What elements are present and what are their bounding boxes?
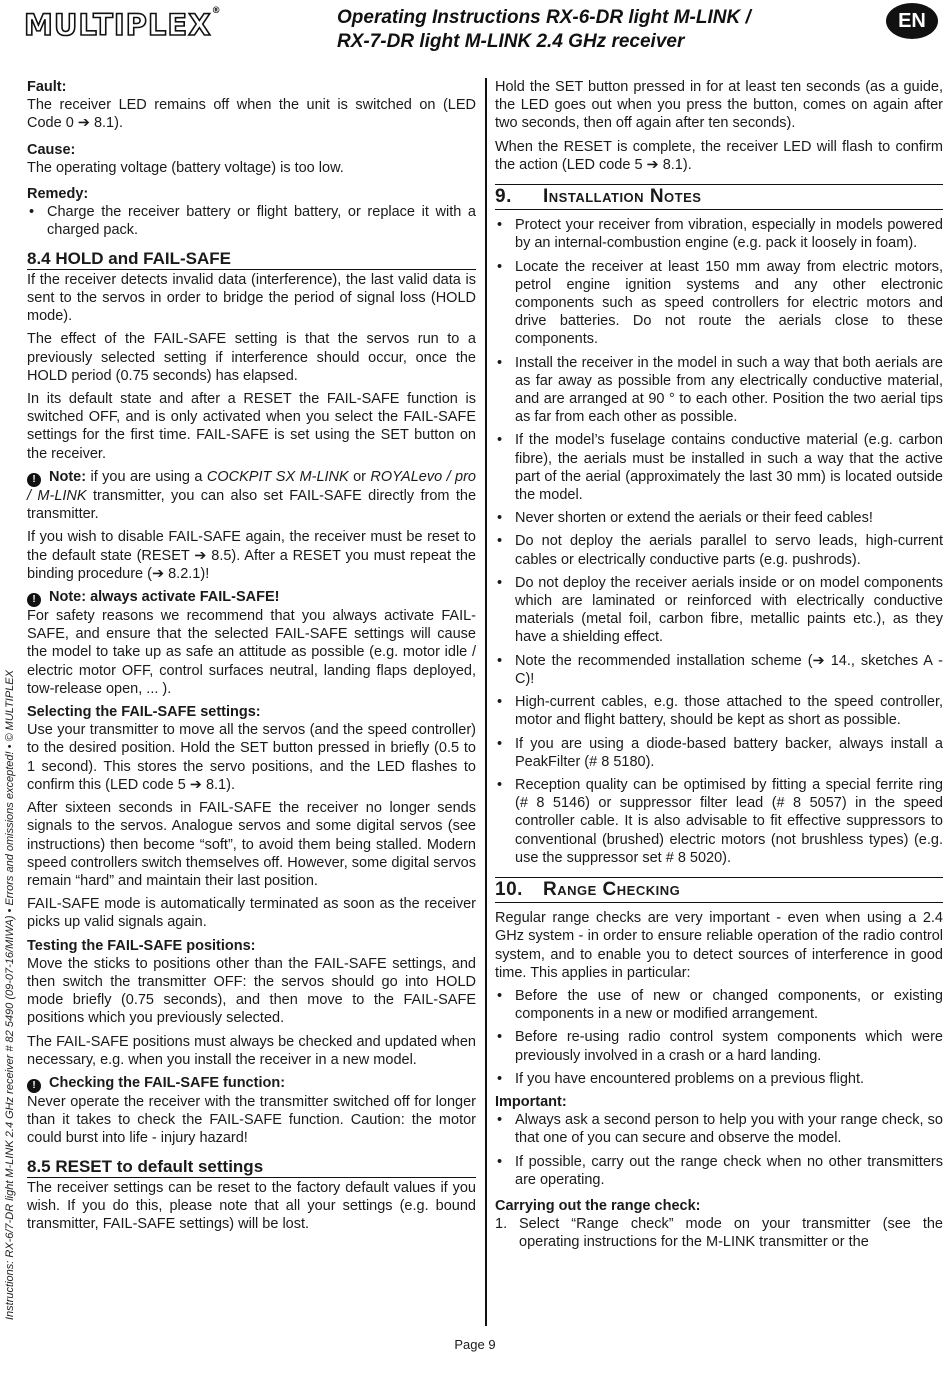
note-heading: ! Note: always activate FAIL-SAFE! [27,588,476,607]
list-item: • Always ask a second person to help you with your range check, so that one of you can secure and observe the model. [495,1111,943,1147]
list-item: • Charge the receiver battery or flight battery, or replace it with a charged pack. [27,203,476,239]
paragraph: If you wish to disable FAIL-SAFE again, the receiver must be reset to the default state (RESET ➔ 8.5). After a RESET you must repeat the binding procedure (➔ 8.2.1)! [27,529,476,582]
steps-list [495,1215,943,1251]
language-badge: EN [886,3,938,39]
paragraph: FAIL-SAFE mode is automatically terminated as soon as the receiver picks up valid signals again. [27,896,476,931]
list-item: • Do not deploy the receiver aerials inside or on model components which are laminated or reinforced with electrically conductive materials (metal foil, carbon fibre, metallic paints etc.), as they have a shielding effect. [495,574,943,647]
fault-label: Fault: [27,79,67,95]
paragraph: Never operate the receiver with the transmitter switched off for longer than it takes to check the FAIL-SAFE function. Caution: the motor could burst into life - injury hazard! [27,1094,476,1147]
document-title [337,6,807,54]
subheading: Testing the FAIL-SAFE positions: [27,937,256,954]
paragraph: For safety reasons we recommend that you always activate FAIL-SAFE, and ensure that the selected FAIL-SAFE settings will cause the model to take up as safe an attitude as possible (e.g. motor idle / electric motor OFF, control surfaces neutral, landing flaps deployed, tow-release open, ... ). [27,608,476,697]
page-number: Page 9 [454,1337,496,1352]
list-item: • Before re-using radio control system components which were previously involved in a crash or a hard landing. [495,1028,943,1064]
list-item: • If you have encountered problems on a previous flight. [495,1070,943,1088]
list-item: • High-current cables, e.g. those attached to the speed controller, motor and flight battery, should be kept as short as possible. [495,693,943,729]
cause-text: The operating voltage (battery voltage) is too low. [27,159,344,176]
warning-icon: ! [27,473,41,487]
paragraph: If the receiver detects invalid data (interference), the last valid data is sent to the servos in order to bridge the period of signal loss (HOLD mode). [27,271,476,325]
list-item: • Reception quality can be optimised by fitting a special ferrite ring (# 8 5146) or suppressor filter lead (# 8 5057) in the speed controller cable. It is also advisable to fit effective suppressors to conventional (brushed) electric motors (not brushless types) (e.g. use the suppressor set # 8 5020). [495,776,943,867]
sidebar-imprint: Instructions: RX-6/7-DR light M-LINK 2.4 GHz receiver # 82 5490 (09-07-16/MIWA) • Errors and omissions excepted! • © MULTIPLEX [4,670,16,1320]
cause-label: Cause: [27,141,76,158]
paragraph: The receiver settings can be reset to the factory default values if you wish. If you do this, please note that all your settings (e.g. bound transmitter, FAIL-SAFE settings) will be lost. [27,1179,476,1233]
range-list [495,987,943,1088]
list-item: • Never shorten or extend the aerials or their feed cables! [495,509,943,527]
subheading: Selecting the FAIL-SAFE settings: [27,704,261,721]
list-item: • Before the use of new or changed components, or existing components in a new or modified arrangement. [495,987,943,1023]
warning-icon: ! [27,593,41,607]
multiplex-logo: MULTIPLEX® [24,6,222,42]
important-label: Important: [495,1093,567,1110]
paragraph: Use your transmitter to move all the servos (and the speed controller) to the desired position. Hold the SET button pressed in briefly (0.5 to 1 second). This stores the servo positions, and the LED flashes to confirm this (LED code 5 ➔ 8.1). [27,722,476,793]
list-item: • Protect your receiver from vibration, especially in models powered by an internal-combustion engine (e.g. pack it loosely in foam). [495,216,943,252]
list-item: • If the model’s fuselage contains conductive material (e.g. carbon fibre), the aerials must be installed in such a way that the active part of the aerial (approximately the last 30 mm) is located outside the model. [495,431,943,504]
paragraph: In its default state and after a RESET the FAIL-SAFE function is switched OFF, and is only activated when you select the FAIL-SAFE settings for the first time. FAIL-SAFE is set using the SET button on the receiver. [27,391,476,462]
list-item: • If you are using a diode-based battery backer, always install a PeakFilter (# 8 5180). [495,735,943,771]
remedy-list [27,203,476,239]
fault-text: The receiver LED remains off when the unit is switched on (LED Code 0 ➔ 8.1). [27,97,476,132]
list-item: • Note the recommended installation scheme (➔ 14., sketches A - C)! [495,652,943,688]
note-heading: ! Checking the FAIL-SAFE function: [27,1074,476,1093]
left-column [27,78,476,1238]
right-column [495,78,943,1252]
important-list [495,1111,943,1189]
paragraph: The FAIL-SAFE positions must always be checked and updated when necessary, e.g. when you install the receiver in a new model. [27,1033,476,1068]
title-line-1: Operating Instructions RX-6-DR light M-LINK / [337,7,751,28]
list-item: • Locate the receiver at least 150 mm away from electric motors, petrol engine ignition systems and any other electronic components such as speed controllers for electric motors and drive batteries. Do not route the aerials close to these components. [495,258,943,349]
title-line-2: RX-7-DR light M-LINK 2.4 GHz receiver [337,31,685,52]
section-10-heading: 10. Range Checking [495,877,943,903]
paragraph: The effect of the FAIL-SAFE setting is that the servos run to a previously selected setting if interference should occur, once the HOLD period (0.75 seconds) has elapsed. [27,331,476,384]
paragraph: After sixteen seconds in FAIL-SAFE the receiver no longer sends signals to the servos. Analogue servos and some digital servos (see instructions) then become “soft”, to avoid them being stalled. Modern speed controllers switch themselves off. However, some digital servos remain “hard” and maintain their last position. [27,800,476,889]
subheading: Carrying out the range check: [495,1197,701,1214]
note-paragraph: ! Note: if you are using a COCKPIT SX M-LINK or ROYALevo / pro / M-LINK transmitter, you can also set FAIL-SAFE directly from the transmitter. [27,468,477,523]
paragraph: When the RESET is complete, the receiver LED will flash to confirm the action (LED code 5 ➔ 8.1). [495,138,943,173]
list-item: • If possible, carry out the range check when no other transmitters are operating. [495,1153,943,1189]
paragraph: Regular range checks are very important - even when using a 2.4 GHz system - in order to ensure reliable operation of the radio control system, and to enable you to detect sources of interference in good time. This applies in particular: [495,910,943,981]
section-8-4-heading: 8.4 HOLD and FAIL-SAFE [27,250,476,270]
section-8-5-heading: 8.5 RESET to default settings [27,1158,476,1178]
paragraph: Move the sticks to positions other than the FAIL-SAFE settings, and then switch the transmitter OFF: the servos should go into HOLD mode briefly (0.75 seconds), and then move to the FAIL-SAFE positions which you previously selected. [27,955,476,1027]
list-item: 1. Select “Range check” mode on your transmitter (see the operating instructions for the M-LINK transmitter or the [495,1216,943,1251]
remedy-label: Remedy: [27,186,89,203]
column-divider [485,78,487,1326]
list-item: • Do not deploy the aerials parallel to servo leads, high-current cables or electrically conductive parts (e.g. pushrods). [495,532,943,568]
installation-list [495,216,943,867]
warning-icon: ! [27,1079,41,1093]
paragraph: Hold the SET button pressed in for at least ten seconds (as a guide, the LED goes out when you press the button, comes on again after two seconds, then off again after ten seconds). [495,79,943,132]
list-item: • Install the receiver in the model in such a way that both aerials are as far away as possible from any electrically conductive material, and are arranged at 90 ° to each other. Position the two aerial tips as far from each other as possible. [495,354,943,427]
section-9-heading: 9. Installation Notes [495,184,943,210]
